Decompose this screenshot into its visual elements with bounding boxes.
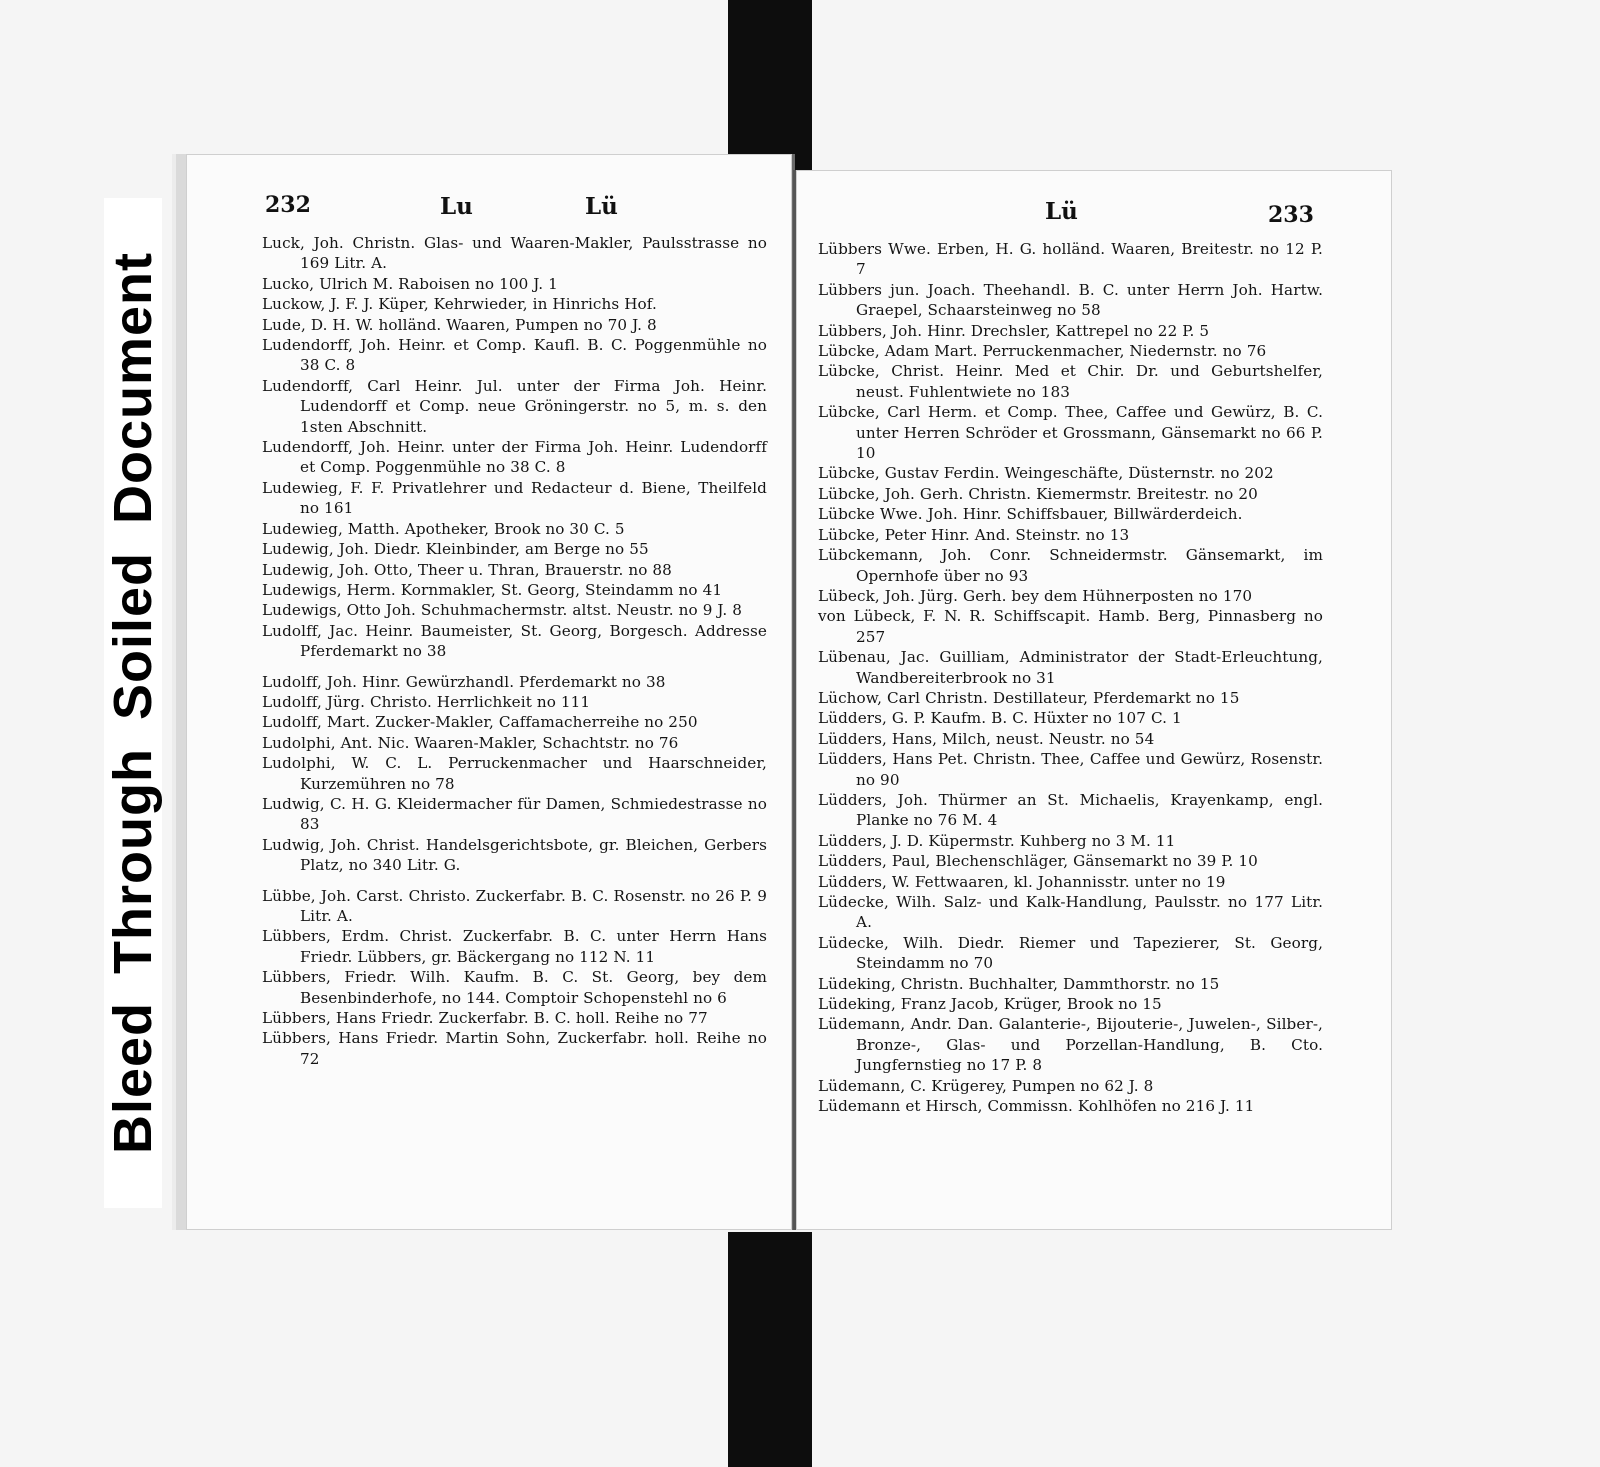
left-running-head-2: Lü [585,193,618,220]
directory-entry: Lübcke, Gustav Ferdin. Weingeschäfte, Düsternstr. no 202 [818,464,1274,483]
directory-entry: Lüdemann et Hirsch, Commissn. Kohlhöfen no 216 J. 11 [818,1097,1255,1116]
directory-entry: Lüdemann, Andr. Dan. Galanterie-, Bijouterie-, Juwelen-, Silber-, Bronze-, Glas- und Porzellan-Handlung, B. Cto. Jungfernstieg no 17 P. 8 [818,1015,1323,1075]
directory-entry: Lüdemann, C. Krügerey, Pumpen no 62 J. 8 [818,1076,1154,1095]
directory-entry: Ludewigs, Herm. Kornmakler, St. Georg, Steindamm no 41 [262,580,723,599]
directory-entry: Lucko, Ulrich M. Raboisen no 100 J. 1 [262,274,558,293]
stamp-word-bleed: Bleed [103,1001,163,1155]
right-page-number: 233 [1268,202,1314,228]
directory-entry: Ludolff, Joh. Hinr. Gewürzhandl. Pferdemarkt no 38 [262,672,666,691]
stamp-word-through: Through [103,748,163,974]
directory-entry: Lübbers, Joh. Hinr. Drechsler, Kattrepel no 22 P. 5 [818,321,1210,340]
directory-entry: Ludewigs, Otto Joh. Schuhmachermstr. altst. Neustr. no 9 J. 8 [262,601,743,620]
directory-entry: Lüdders, Hans Pet. Christn. Thee, Caffee und Gewürz, Rosenstr. no 90 [818,750,1323,789]
directory-entry: Lübckemann, Joh. Conr. Schneidermstr. Gänsemarkt, im Opernhofe über no 93 [818,546,1323,585]
directory-entry: Lüdeking, Franz Jacob, Krüger, Brook no 15 [818,995,1162,1014]
directory-entry: Lude, D. H. W. holländ. Waaren, Pumpen no 70 J. 8 [262,315,657,334]
directory-entry: Lübbers, Friedr. Wilh. Kaufm. B. C. St. Georg, bey dem Besenbinderhofe, no 144. Comptoir Schopenstehl no 6 [262,968,767,1007]
directory-entry: Ludwig, C. H. G. Kleidermacher für Damen, Schmiedestrasse no 83 [262,794,767,834]
left-running-head-1: Lu [440,193,473,220]
stamp-word-document: Document [103,251,163,524]
directory-entry: Ludewig, Joh. Otto, Theer u. Thran, Brauerstr. no 88 [262,560,672,579]
directory-entry: Lübbe, Joh. Carst. Christo. Zuckerfabr. B. C. Rosenstr. no 26 P. 9 Litr. A. [262,886,767,925]
directory-entry: Lüdeking, Christn. Buchhalter, Dammthorstr. no 15 [818,974,1220,993]
left-page-number: 232 [265,192,311,218]
directory-entry: Ludewig, Joh. Diedr. Kleinbinder, am Berge no 55 [262,540,649,559]
binding-strip-top [728,0,812,178]
directory-entry: Ludewieg, F. F. Privatlehrer und Redacteur d. Biene, Theilfeld no 161 [262,478,767,518]
directory-entry: Lübcke, Adam Mart. Perruckenmacher, Niedernstr. no 76 [818,342,1267,361]
directory-entry: Ludwig, Joh. Christ. Handelsgerichtsbote, gr. Bleichen, Gerbers Platz, no 340 Litr. G. [262,835,767,875]
directory-entry: Lübeck, Joh. Jürg. Gerh. bey dem Hühnerposten no 170 [818,586,1253,605]
directory-entry: Luckow, J. F. J. Küper, Kehrwieder, in Hinrichs Hof. [262,295,657,314]
right-running-head: Lü [1045,198,1078,225]
directory-entry: Lübenau, Jac. Guilliam, Administrator der Stadt-Erleuchtung, Wandbereiterbrook no 31 [818,648,1323,687]
directory-entry: Lüdders, Paul, Blechenschläger, Gänsemarkt no 39 P. 10 [818,852,1258,871]
directory-entry: Lüdecke, Wilh. Diedr. Riemer und Tapezierer, St. Georg, Steindamm no 70 [818,933,1323,973]
directory-entry: Ludendorff, Joh. Heinr. unter der Firma Joh. Heinr. Ludendorff et Comp. Poggenmühle no 38 C. 8 [262,438,767,477]
directory-entry: Luck, Joh. Christn. Glas- und Waaren-Makler, Paulsstrasse no 169 Litr. A. [262,234,767,273]
directory-entry: Lüdders, Hans, Milch, neust. Neustr. no 54 [818,729,1155,748]
directory-entry: Ludendorff, Carl Heinr. Jul. unter der Firma Joh. Heinr. Ludendorff et Comp. neue Gröningerstr. no 5, m. s. den 1sten Abschnitt. [262,376,767,436]
right-entry-column [818,239,1323,1116]
directory-entry: Lübbers, Hans Friedr. Zuckerfabr. B. C. holl. Reihe no 77 [262,1009,708,1028]
left-entry-column [262,233,767,1069]
directory-entry: Lüdders, G. P. Kaufm. B. C. Hüxter no 107 C. 1 [818,709,1182,728]
directory-entry: Lübcke, Christ. Heinr. Med et Chir. Dr. und Geburtshelfer, neust. Fuhlentwiete no 183 [818,362,1323,401]
directory-entry: Ludolff, Jac. Heinr. Baumeister, St. Georg, Borgesch. Addresse Pferdemarkt no 38 [262,621,767,661]
stamp-text [102,252,164,1154]
directory-entry: Lübcke Wwe. Joh. Hinr. Schiffsbauer, Billwärderdeich. [818,505,1243,524]
directory-entry: Ludolff, Jürg. Christo. Herrlichkeit no 111 [262,692,591,711]
directory-entry: Lüdders, J. D. Küpermstr. Kuhberg no 3 M. 11 [818,831,1176,850]
stamp-word-soiled: Soiled [103,551,163,721]
binding-strip-bottom [728,1232,812,1467]
directory-entry: Lübbers jun. Joach. Theehandl. B. C. unter Herrn Joh. Hartw. Graepel, Schaarsteinweg no 58 [818,280,1323,320]
directory-entry: Lübcke, Joh. Gerh. Christn. Kiemermstr. Breitestr. no 20 [818,484,1258,503]
directory-entry: Lüdders, Joh. Thürmer an St. Michaelis, Krayenkamp, engl. Planke no 76 M. 4 [818,790,1323,830]
directory-entry: Lübbers, Erdm. Christ. Zuckerfabr. B. C. unter Herrn Hans Friedr. Lübbers, gr. Bäckergang no 112 N. 11 [262,927,767,966]
directory-entry: Lüdders, W. Fettwaaren, kl. Johannisstr. unter no 19 [818,872,1226,891]
directory-entry: Ludewieg, Matth. Apotheker, Brook no 30 C. 5 [262,519,625,538]
directory-entry: Lübcke, Carl Herm. et Comp. Thee, Caffee und Gewürz, B. C. unter Herren Schröder et Grossmann, Gänsemarkt no 66 P. 10 [818,403,1323,463]
directory-entry: Lüchow, Carl Christn. Destillateur, Pferdemarkt no 15 [818,688,1240,707]
directory-entry: von Lübeck, F. N. R. Schiffscapit. Hamb. Berg, Pinnasberg no 257 [818,607,1323,646]
directory-entry: Lüdecke, Wilh. Salz- und Kalk-Handlung, Paulsstr. no 177 Litr. A. [818,893,1323,932]
directory-entry: Lübbers Wwe. Erben, H. G. holländ. Waaren, Breitestr. no 12 P. 7 [818,240,1323,279]
directory-entry: Ludendorff, Joh. Heinr. et Comp. Kaufl. B. C. Poggenmühle no 38 C. 8 [262,336,767,375]
directory-entry: Ludolphi, W. C. L. Perruckenmacher und Haarschneider, Kurzemühren no 78 [262,754,767,793]
directory-entry: Lübcke, Peter Hinr. And. Steinstr. no 13 [818,525,1130,544]
directory-entry: Ludolphi, Ant. Nic. Waaren-Makler, Schachtstr. no 76 [262,733,679,752]
directory-entry: Ludolff, Mart. Zucker-Makler, Caffamacherreihe no 250 [262,713,698,732]
directory-entry: Lübbers, Hans Friedr. Martin Sohn, Zuckerfabr. holl. Reihe no 72 [262,1029,767,1068]
